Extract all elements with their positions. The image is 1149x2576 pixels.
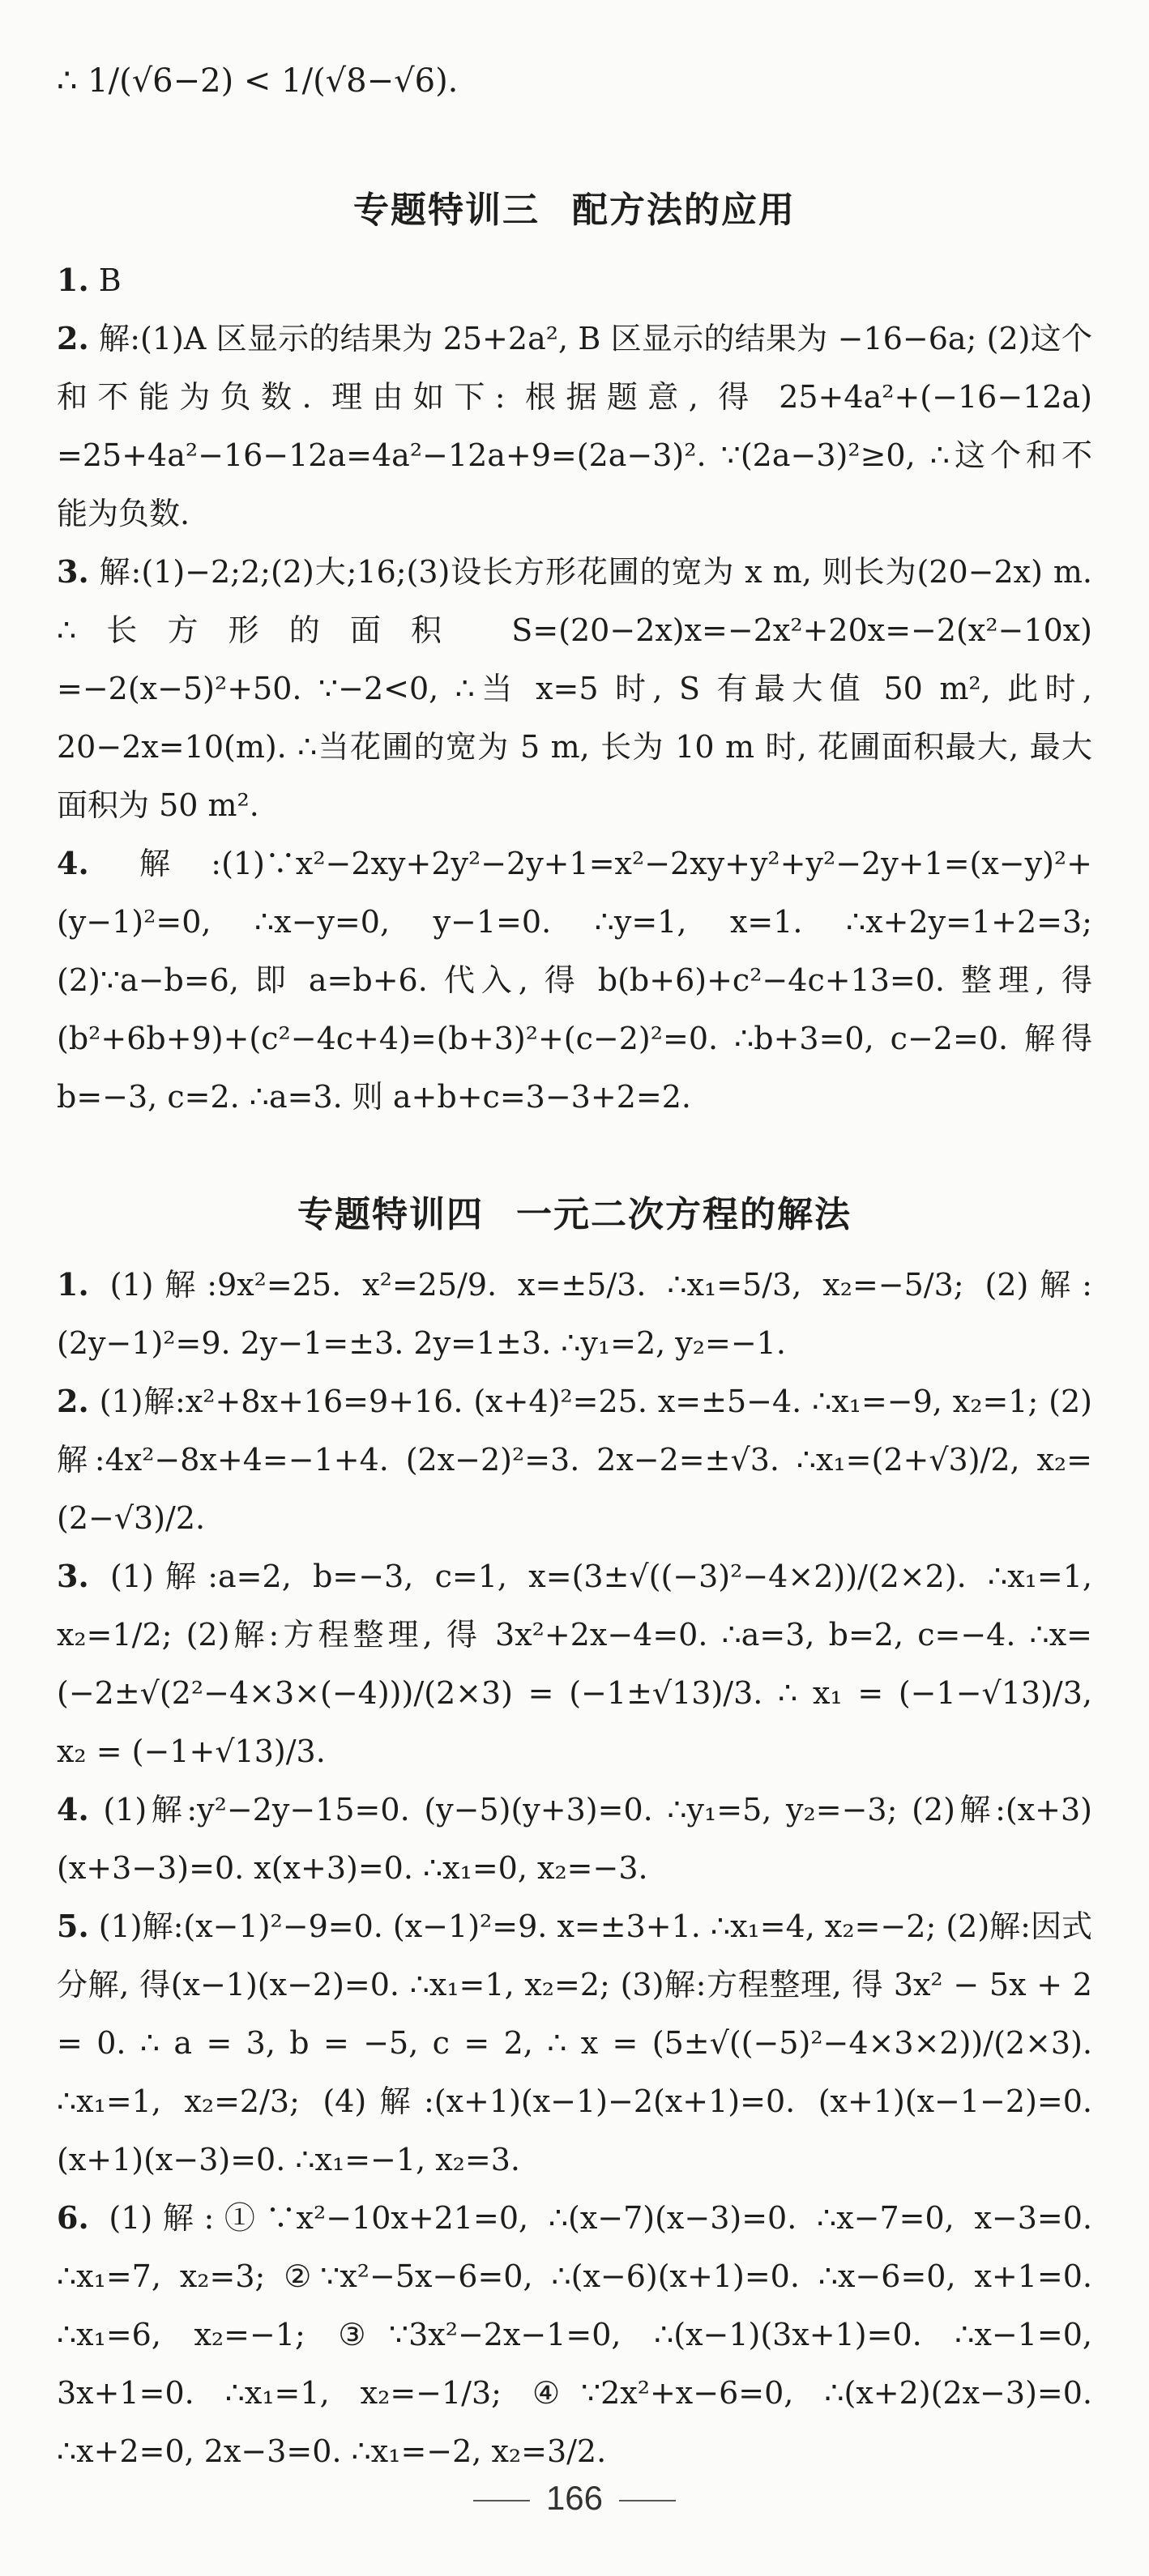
section-title-3-a: 专题特训三 [353, 190, 540, 231]
item-number: 2. [57, 320, 89, 356]
item-number: 4. [57, 1791, 89, 1828]
section-title-3 [57, 170, 1092, 251]
answer-item [57, 543, 1092, 834]
answer-item [57, 1781, 1092, 1897]
answer-item [57, 1256, 1092, 1372]
item-text: (1)解:x²+8x+16=9+16. (x+4)²=25. x=±5−4. ∴x₁=−9, x₂=1; (2)解:4x²−8x+4=−1+4. (2x−2)²=3. 2x−2=±√3. ∴x₁=(2+√3)/2, x₂=(2−√3)/2. [57, 1384, 1092, 1536]
answer-item [57, 309, 1092, 543]
item-text: (1)解:y²−2y−15=0. (y−5)(y+3)=0. ∴y₁=5, y₂=−3; (2)解:(x+3)(x+3−3)=0. x(x+3)=0. ∴x₁=0, x₂=−3. [57, 1792, 1092, 1886]
item-number: 3. [57, 553, 89, 590]
item-number: 1. [57, 1266, 89, 1303]
lead-inequality: ∴ 1/(√6−2) < 1/(√8−√6). [57, 62, 459, 100]
item-text: (1)解:①∵x²−10x+21=0, ∴(x−7)(x−3)=0. ∴x−7=0, x−3=0. ∴x₁=7, x₂=3; ②∵x²−5x−6=0, ∴(x−6)(x+1)=0. ∴x−6=0, x+1=0. ∴x₁=6, x₂=−1; ③∵3x²−2x−1=0, ∴(x−1)(3x+1)=0. ∴x−1=0, 3x+1=0. ∴x₁=1, x₂=−1/3; ④∵2x²+x−6=0, ∴(x+2)(2x−3)=0. ∴x+2=0, 2x−3=0. ∴x₁=−2, x₂=3/2. [57, 2200, 1092, 2469]
item-text: 解:(1)A 区显示的结果为 25+2a², B 区显示的结果为 −16−6a; (2)这个和不能为负数. 理由如下: 根据题意, 得 25+4a²+(−16−12a) =25+4a²−16−12a=4a²−12a+9=(2a−3)². ∵(2a−3)²≥0, ∴这个和不能为负数. [57, 321, 1092, 531]
footer-dash-left [473, 2500, 530, 2501]
answer-item [57, 1897, 1092, 2189]
footer-dash-right [619, 2500, 676, 2501]
answer-item [57, 1372, 1092, 1547]
section-title-3-b: 配方法的应用 [572, 190, 796, 231]
item-number: 6. [57, 2199, 89, 2236]
answer-item [57, 251, 1092, 309]
item-text: (1)解:9x²=25. x²=25/9. x=±5/3. ∴x₁=5/3, x₂=−5/3; (2)解:(2y−1)²=9. 2y−1=±3. 2y=1±3. ∴y₁=2, y₂=−1. [57, 1267, 1092, 1361]
section-title-4-b: 一元二次方程的解法 [516, 1194, 852, 1235]
answer-item [57, 1547, 1092, 1781]
answer-item [57, 2189, 1092, 2480]
item-text: (1)解:(x−1)²−9=0. (x−1)²=9. x=±3+1. ∴x₁=4, x₂=−2; (2)解:因式分解, 得(x−1)(x−2)=0. ∴x₁=1, x₂=2; (3)解:方程整理, 得 3x² − 5x + 2 = 0. ∴ a = 3, b = −5, c = 2, ∴ x = (5±√((−5)²−4×3×2))/(2×3). ∴x₁=1, x₂=2/3; (4)解:(x+1)(x−1)−2(x+1)=0. (x+1)(x−1−2)=0. (x+1)(x−3)=0. ∴x₁=−1, x₂=3. [57, 1909, 1092, 2177]
answer-item [57, 834, 1092, 1126]
item-text: 解:(1)∵x²−2xy+2y²−2y+1=x²−2xy+y²+y²−2y+1=(x−y)²+(y−1)²=0, ∴x−y=0, y−1=0. ∴y=1, x=1. ∴x+2y=1+2=3; (2)∵a−b=6, 即 a=b+6. 代入, 得 b(b+6)+c²−4c+13=0. 整理, 得(b²+6b+9)+(c²−4c+4)=(b+3)²+(c−2)²=0. ∴b+3=0, c−2=0. 解得 b=−3, c=2. ∴a=3. 则 a+b+c=3−3+2=2. [57, 846, 1092, 1115]
section-title-4-a: 专题特训四 [297, 1194, 484, 1235]
item-number: 5. [57, 1908, 89, 1944]
item-number: 4. [57, 845, 89, 881]
item-number: 1. [57, 262, 89, 298]
item-text: (1)解:a=2, b=−3, c=1, x=(3±√((−3)²−4×2))/(2×2). ∴x₁=1, x₂=1/2; (2)解:方程整理, 得 3x²+2x−4=0. ∴a=3, b=2, c=−4. ∴x=(−2±√(2²−4×3×(−4)))/(2×3) = (−1±√13)/3. ∴ x₁ = (−1−√13)/3, x₂ = (−1+√13)/3. [57, 1559, 1092, 1769]
page-number: 166 [545, 2479, 604, 2517]
item-number: 2. [57, 1383, 89, 1419]
page-footer [0, 2479, 1149, 2518]
item-text: 解:(1)−2;2;(2)大;16;(3)设长方形花圃的宽为 x m, 则长为(20−2x) m. ∴长方形的面积 S=(20−2x)x=−2x²+20x=−2(x²−10x) =−2(x−5)²+50. ∵−2<0, ∴当 x=5 时, S 有最大值 50 m², 此时, 20−2x=10(m). ∴当花圃的宽为 5 m, 长为 10 m 时, 花圃面积最大, 最大面积为 50 m². [57, 554, 1092, 823]
item-number: 3. [57, 1558, 89, 1594]
item-text: B [88, 262, 122, 298]
section-title-4 [57, 1175, 1092, 1256]
